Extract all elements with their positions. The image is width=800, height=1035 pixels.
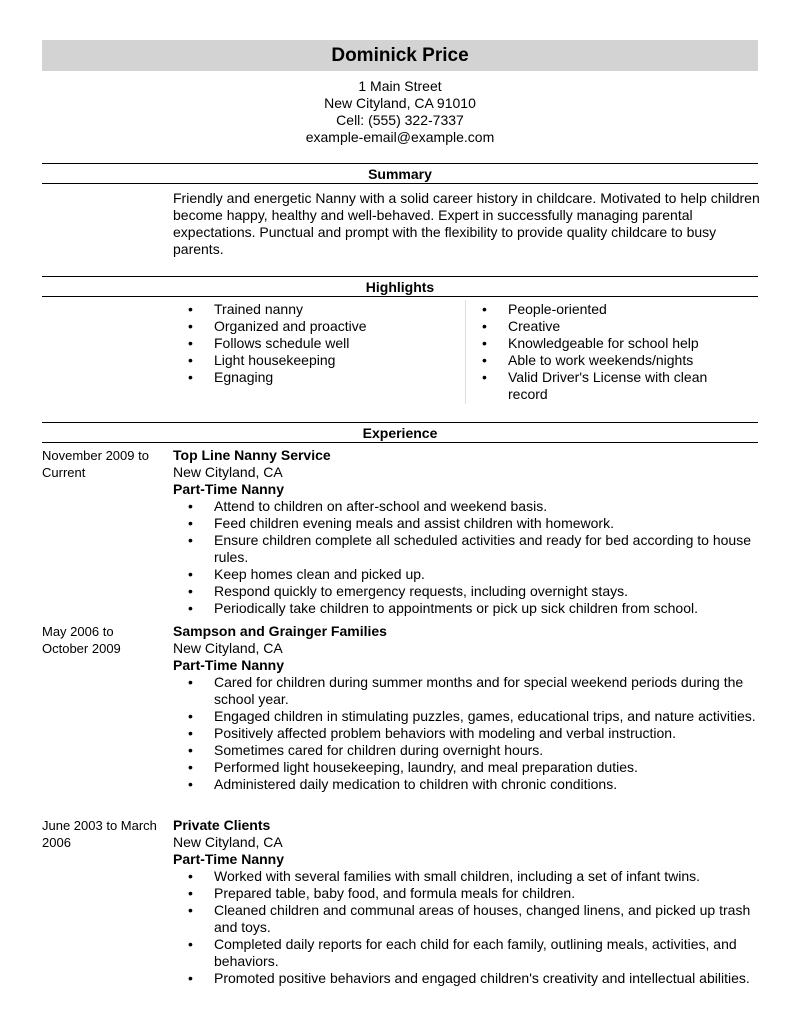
job-duty: • Ensure children complete all scheduled activities and ready for bed according to house rules. — [173, 532, 763, 566]
cell-phone: Cell: (555) 322-7337 — [336, 112, 464, 128]
city-state-zip: New Cityland, CA 91010 — [324, 95, 476, 111]
job-title: Part-Time Nanny — [173, 851, 284, 867]
highlight-item: • Follows schedule well — [173, 335, 463, 352]
job-dates: June 2003 to March 2006 — [42, 818, 157, 850]
job-location: New Cityland, CA — [173, 834, 283, 850]
highlights-divider — [465, 300, 466, 404]
name-heading: Dominick Price — [42, 40, 758, 71]
highlight-item: • Organized and proactive — [173, 318, 463, 335]
highlight-item: • Able to work weekends/nights — [467, 352, 747, 369]
job-duty: • Administered daily medication to children with chronic conditions. — [173, 776, 763, 793]
highlight-item: • Trained nanny — [173, 301, 463, 318]
job-company: Private Clients — [173, 817, 271, 833]
highlight-item: • Egnaging — [173, 369, 463, 386]
highlights-heading: Highlights — [42, 276, 758, 297]
highlight-item: • Creative — [467, 318, 747, 335]
email-address: example-email@example.com — [305, 129, 495, 145]
highlights-right-column — [467, 301, 747, 403]
experience-heading: Experience — [42, 422, 758, 443]
highlights-left-column — [173, 301, 463, 386]
job-title: Part-Time Nanny — [173, 657, 284, 673]
job-title: Part-Time Nanny — [173, 481, 284, 497]
job-duty: • Positively affected problem behaviors with modeling and verbal instruction. — [173, 725, 763, 742]
job-company: Top Line Nanny Service — [173, 447, 331, 463]
job-duty: • Cleaned children and communal areas of houses, changed linens, and picked up trash and toys. — [173, 902, 763, 936]
job-location: New Cityland, CA — [173, 640, 283, 656]
job-duty: • Engaged children in stimulating puzzles, games, educational trips, and nature activities. — [173, 708, 763, 725]
job-duty: • Prepared table, baby food, and formula meals for children. — [173, 885, 763, 902]
job-duty: • Worked with several families with small children, including a set of infant twins. — [173, 868, 763, 885]
highlight-item: • Light housekeeping — [173, 352, 463, 369]
street-address: 1 Main Street — [358, 78, 442, 94]
job-duty: • Cared for children during summer months and for special weekend periods during the school year. — [173, 674, 763, 708]
job-duty: • Completed daily reports for each child for each family, outlining meals, activities, and behaviors. — [173, 936, 763, 970]
summary-text: Friendly and energetic Nanny with a solid career history in childcare. Motivated to help children become happy, healthy and well-behaved. Expert in successfully managing parental expectations. Punctual and prompt with the flexibility to provide quality childcare to busy parents. — [173, 190, 760, 257]
contact-block — [42, 78, 758, 146]
summary-heading: Summary — [42, 163, 758, 184]
job-dates: November 2009 to Current — [42, 448, 149, 480]
highlight-item: • Valid Driver's License with clean record — [467, 369, 747, 403]
job-duty: • Performed light housekeeping, laundry, and meal preparation duties. — [173, 759, 763, 776]
job-company: Sampson and Grainger Families — [173, 623, 387, 639]
job-duty: • Attend to children on after-school and weekend basis. — [173, 498, 763, 515]
job-dates: May 2006 to October 2009 — [42, 624, 121, 656]
job-duty: • Promoted positive behaviors and engaged children's creativity and intellectual abilities. — [173, 970, 763, 987]
job-duty: • Periodically take children to appointments or pick up sick children from school. — [173, 600, 763, 617]
job-duty: • Respond quickly to emergency requests, including overnight stays. — [173, 583, 763, 600]
job-duty: • Feed children evening meals and assist children with homework. — [173, 515, 763, 532]
job-duty: • Sometimes cared for children during overnight hours. — [173, 742, 763, 759]
highlight-item: • Knowledgeable for school help — [467, 335, 747, 352]
job-location: New Cityland, CA — [173, 464, 283, 480]
job-duty: • Keep homes clean and picked up. — [173, 566, 763, 583]
highlight-item: • People-oriented — [467, 301, 747, 318]
